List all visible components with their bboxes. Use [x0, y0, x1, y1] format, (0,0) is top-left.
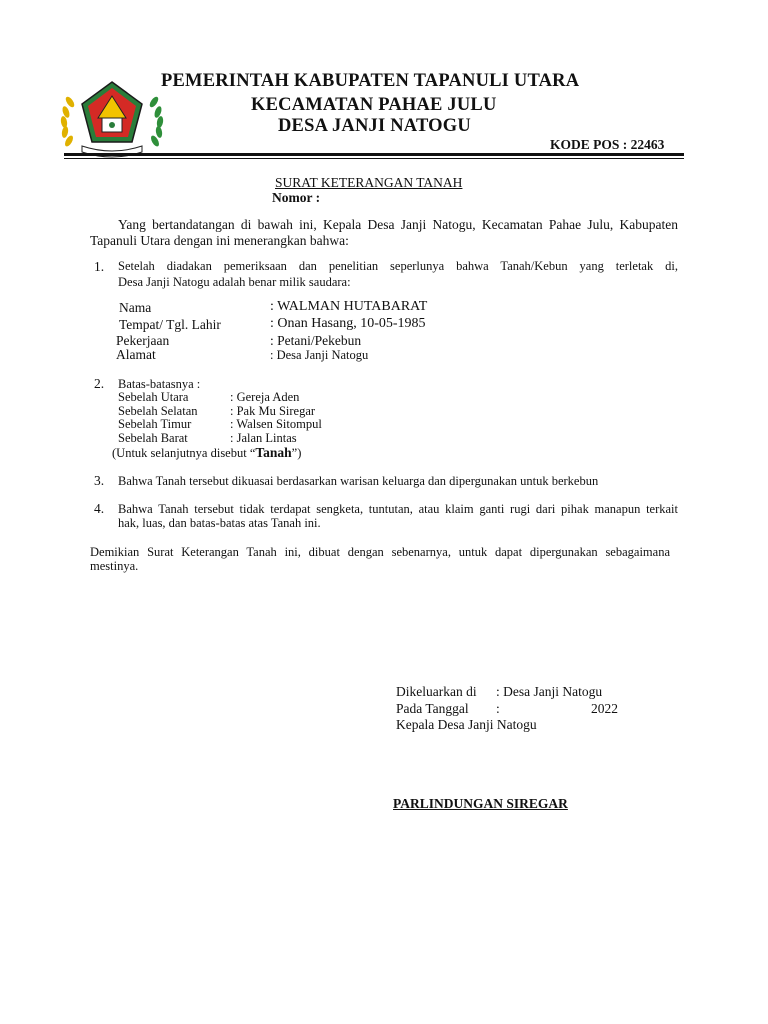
border-west-label: Sebelah Barat: [118, 431, 188, 445]
issued-at-value: : Desa Janji Natogu: [496, 684, 603, 699]
date-colon: :: [496, 701, 500, 716]
field-job-value: : Petani/Pekebun: [270, 333, 362, 348]
field-address-value: : Desa Janji Natogu: [270, 348, 369, 362]
border-east-label: Sebelah Timur: [118, 417, 192, 431]
header-district: KECAMATAN PAHAE JULU: [251, 95, 497, 115]
item-3-text: Bahwa Tanah tersebut dikuasai berdasarkan warisan keluarga dan dipergunakan untuk berkebun: [118, 474, 599, 488]
field-birth-label: Tempat/ Tgl. Lahir: [119, 317, 221, 332]
border-east-value: : Walsen Sitompul: [230, 417, 322, 431]
field-name-label: Nama: [119, 300, 152, 315]
field-job-label: Pekerjaan: [116, 333, 170, 348]
border-north-label: Sebelah Utara: [118, 390, 189, 404]
signatory-name: PARLINDUNGAN SIREGAR: [393, 796, 568, 811]
header-government: PEMERINTAH KABUPATEN TAPANULI UTARA: [161, 71, 580, 91]
item-3-number: 3.: [94, 473, 105, 488]
intro-line-2: Tapanuli Utara dengan ini menerangkan bahwa:: [90, 233, 349, 248]
field-birth-value: : Onan Hasang, 10-05-1985: [270, 316, 426, 331]
item-1-line-2: Desa Janji Natogu adalah benar milik saudara:: [118, 275, 351, 289]
header-divider: [64, 153, 684, 156]
closing-line-1: Demikian Surat Keterangan Tanah ini, dibuat dengan sebenarnya, untuk dapat dipergunakan sebagaimana: [90, 545, 670, 559]
closing-line-2: mestinya.: [90, 559, 139, 573]
postal-code: KODE POS : 22463: [550, 137, 665, 152]
border-south-value: : Pak Mu Siregar: [230, 404, 316, 418]
tapanuli-utara-emblem-icon: [58, 76, 166, 158]
item-2-note: (Untuk selanjutnya disebut “Tanah”): [112, 445, 302, 460]
item-2-heading: Batas-batasnya :: [118, 377, 201, 391]
document-number: Nomor :: [272, 190, 321, 205]
header-village: DESA JANJI NATOGU: [278, 116, 471, 136]
intro-line-1: Yang bertandatangan di bawah ini, Kepala Desa Janji Natogu, Kecamatan Pahae Julu, Kabupaten: [118, 217, 678, 232]
document-title: SURAT KETERANGAN TANAH: [275, 175, 463, 190]
field-address-label: Alamat: [116, 347, 156, 362]
date-label: Pada Tanggal: [396, 701, 469, 716]
date-year: 2022: [591, 701, 618, 716]
header-divider-thin: [64, 158, 684, 159]
signatory-position: Kepala Desa Janji Natogu: [396, 717, 537, 732]
item-4-number: 4.: [94, 501, 105, 516]
border-south-label: Sebelah Selatan: [118, 404, 198, 418]
border-west-value: : Jalan Lintas: [230, 431, 297, 445]
item-1-line-1: Setelah diadakan pemeriksaan dan penelitian seperlunya bahwa Tanah/Kebun yang terletak di,: [118, 259, 678, 273]
item-4-line-1: Bahwa Tanah tersebut tidak terdapat sengketa, tuntutan, atau klaim ganti rugi dari pihak manapun terkait: [118, 502, 678, 516]
field-name-value: : WALMAN HUTABARAT: [270, 299, 428, 314]
item-1-number: 1.: [94, 259, 105, 274]
border-north-value: : Gereja Aden: [230, 390, 300, 404]
issued-at-label: Dikeluarkan di: [396, 684, 477, 699]
item-4-line-2: hak, luas, dan batas-batas atas Tanah ini.: [118, 516, 321, 530]
item-2-number: 2.: [94, 376, 105, 391]
